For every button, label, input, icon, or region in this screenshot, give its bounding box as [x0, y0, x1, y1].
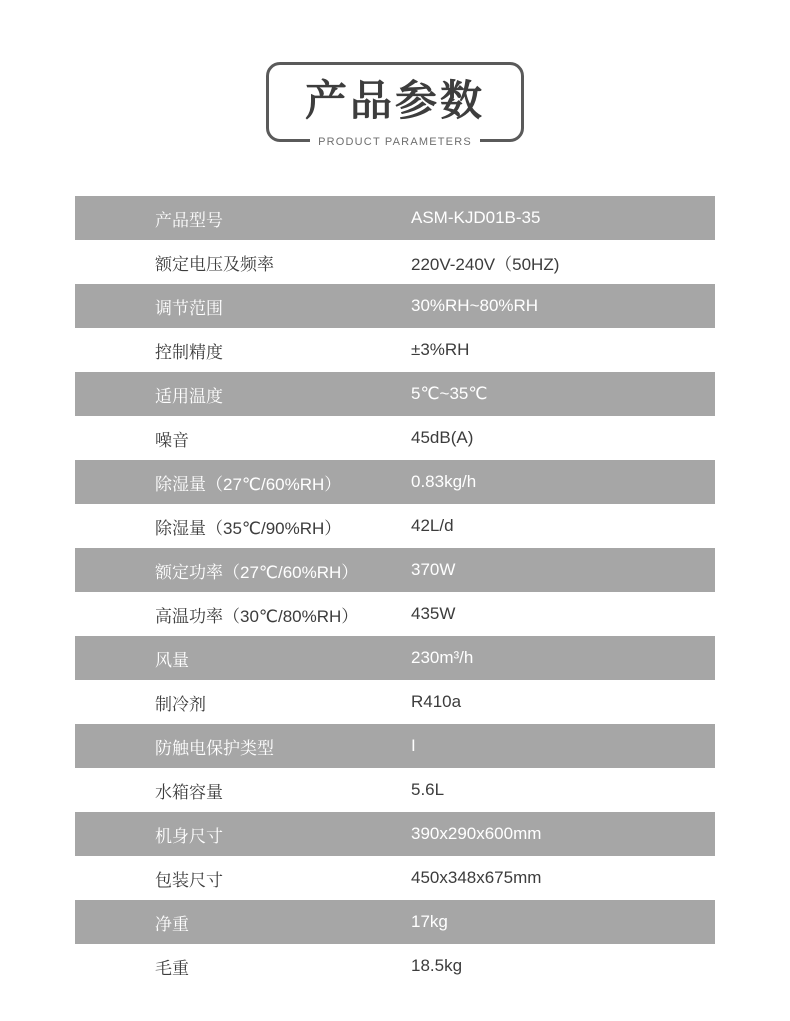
spec-label: 控制精度 — [155, 342, 223, 362]
table-row — [75, 724, 715, 768]
spec-value: 18.5kg — [411, 956, 463, 975]
table-row — [75, 944, 715, 988]
spec-value: 45dB(A) — [411, 428, 474, 447]
spec-value: 5℃~35℃ — [411, 384, 488, 403]
table-row — [75, 900, 715, 944]
spec-label: 风量 — [155, 650, 189, 670]
spec-label: 除湿量（27℃/60%RH） — [155, 474, 342, 494]
spec-label: 制冷剂 — [155, 694, 206, 714]
spec-label: 毛重 — [155, 958, 189, 978]
spec-label: 额定电压及频率 — [155, 254, 274, 274]
spec-value: 42L/d — [411, 516, 454, 535]
page-header — [0, 0, 790, 148]
table-row — [75, 416, 715, 460]
table-row — [75, 372, 715, 416]
spec-label: 噪音 — [155, 430, 189, 450]
spec-label: 净重 — [155, 914, 189, 934]
table-row — [75, 812, 715, 856]
title-badge — [266, 62, 524, 148]
spec-value: 30%RH~80%RH — [411, 296, 539, 315]
spec-value: 450x348x675mm — [411, 868, 542, 887]
spec-value: ASM-KJD01B-35 — [411, 208, 541, 227]
spec-label: 产品型号 — [155, 210, 223, 230]
spec-table — [75, 196, 715, 988]
table-row — [75, 284, 715, 328]
spec-value: 230m³/h — [411, 648, 474, 667]
table-row — [75, 636, 715, 680]
table-row — [75, 548, 715, 592]
table-row — [75, 196, 715, 240]
spec-label: 包装尺寸 — [155, 870, 223, 890]
table-row — [75, 328, 715, 372]
page-title: 产品参数 — [304, 77, 485, 124]
spec-label: 额定功率（27℃/60%RH） — [155, 562, 359, 582]
spec-value: ±3%RH — [411, 340, 470, 359]
table-row — [75, 240, 715, 284]
spec-label: 防触电保护类型 — [155, 738, 274, 758]
spec-value: R410a — [411, 692, 462, 711]
spec-label: 高温功率（30℃/80%RH） — [155, 606, 359, 626]
page-subtitle: PRODUCT PARAMETERS — [310, 136, 480, 148]
page-subtitle-wrap — [269, 136, 521, 148]
spec-value: 0.83kg/h — [411, 472, 477, 491]
spec-value: 390x290x600mm — [411, 824, 542, 843]
table-row — [75, 768, 715, 812]
table-row — [75, 856, 715, 900]
spec-label: 机身尺寸 — [155, 826, 223, 846]
spec-label: 水箱容量 — [155, 782, 223, 802]
table-row — [75, 504, 715, 548]
spec-value: 370W — [411, 560, 456, 579]
spec-value: 17kg — [411, 912, 448, 931]
spec-value: 435W — [411, 604, 456, 623]
spec-label: 调节范围 — [155, 298, 223, 318]
spec-value: 220V-240V（50HZ) — [411, 254, 560, 274]
spec-label: 除湿量（35℃/90%RH） — [155, 518, 342, 538]
spec-value: I — [411, 736, 416, 755]
spec-label: 适用温度 — [155, 386, 223, 406]
table-row — [75, 592, 715, 636]
spec-value: 5.6L — [411, 780, 445, 799]
table-row — [75, 680, 715, 724]
table-row — [75, 460, 715, 504]
